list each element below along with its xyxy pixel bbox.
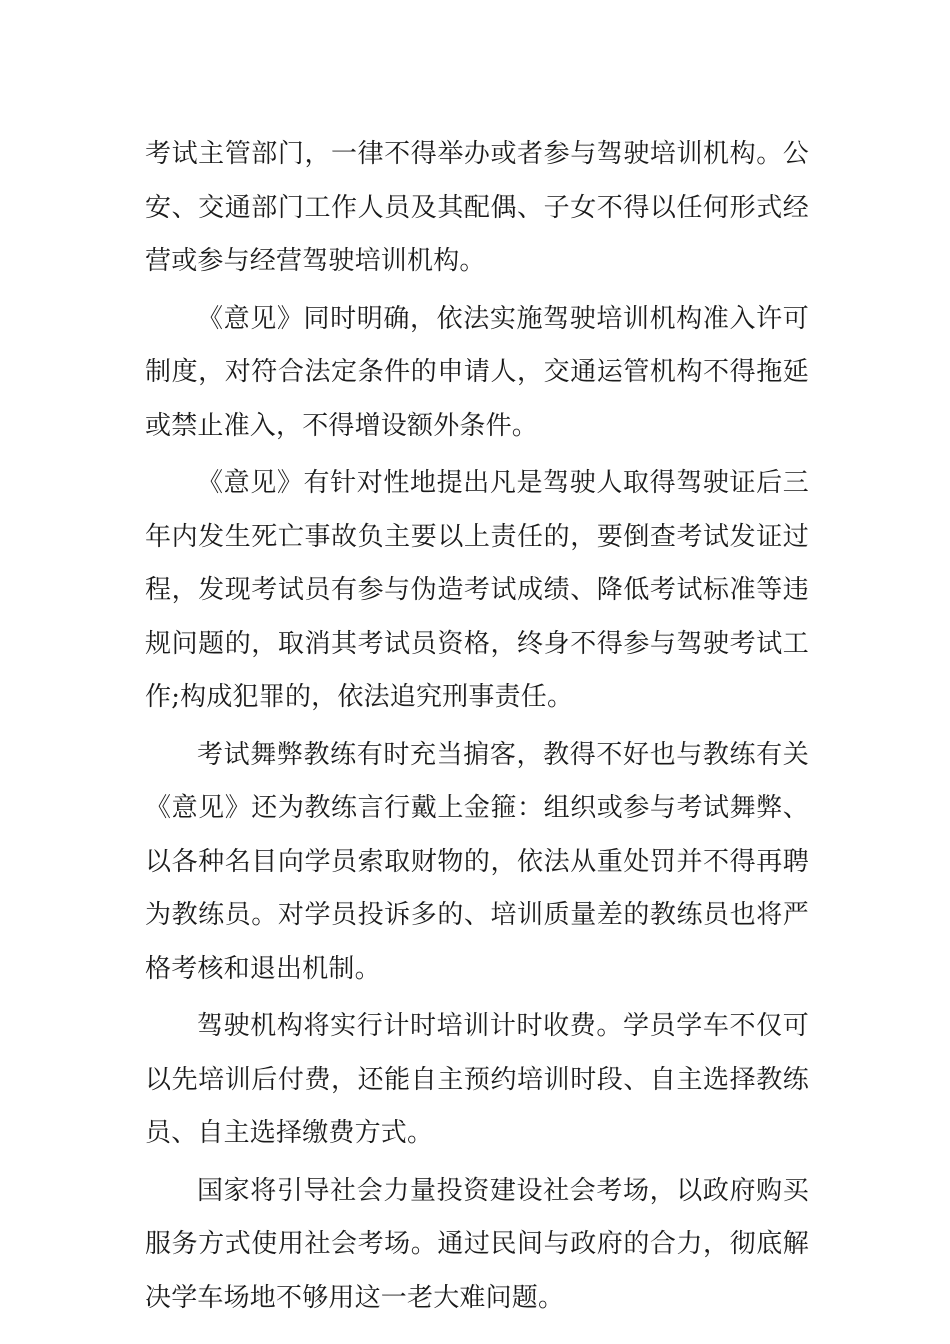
paragraph-5: 驾驶机构将实行计时培训计时收费。学员学车不仅可以先培训后付费，还能自主预约培训时段、自主选择教练员、自主选择缴费方式。: [145, 1011, 809, 1148]
paragraph-1: 考试主管部门，一律不得举办或者参与驾驶培训机构。公安、交通部门工作人员及其配偶、子女不得以任何形式经营或参与经营驾驶培训机构。: [145, 139, 809, 276]
document-body: [145, 128, 809, 1329]
paragraph-4: 考试舞弊教练有时充当掮客，教得不好也与教练有关《意见》还为教练言行戴上金箍：组织或参与考试舞弊、以各种名目向学员索取财物的，依法从重处罚并不得再聘为教练员。对学员投诉多的、培训质量差的教练员也将严格考核和退出机制。: [145, 739, 809, 984]
paragraph-6: 国家将引导社会力量投资建设社会考场，以政府购买服务方式使用社会考场。通过民间与政府的合力，彻底解决学车场地不够用这一老大难问题。: [145, 1175, 809, 1313]
paragraph-2: 《意见》同时明确，依法实施驾驶培训机构准入许可制度，对符合法定条件的申请人，交通运管机构不得拖延或禁止准入，不得增设额外条件。: [145, 303, 809, 441]
paragraph-3: 《意见》有针对性地提出凡是驾驶人取得驾驶证后三年内发生死亡事故负主要以上责任的，要倒查考试发证过程，发现考试员有参与伪造考试成绩、降低考试标准等违规问题的，取消其考试员资格，终身不得参与驾驶考试工作;构成犯罪的，依法追究刑事责任。: [145, 468, 809, 712]
